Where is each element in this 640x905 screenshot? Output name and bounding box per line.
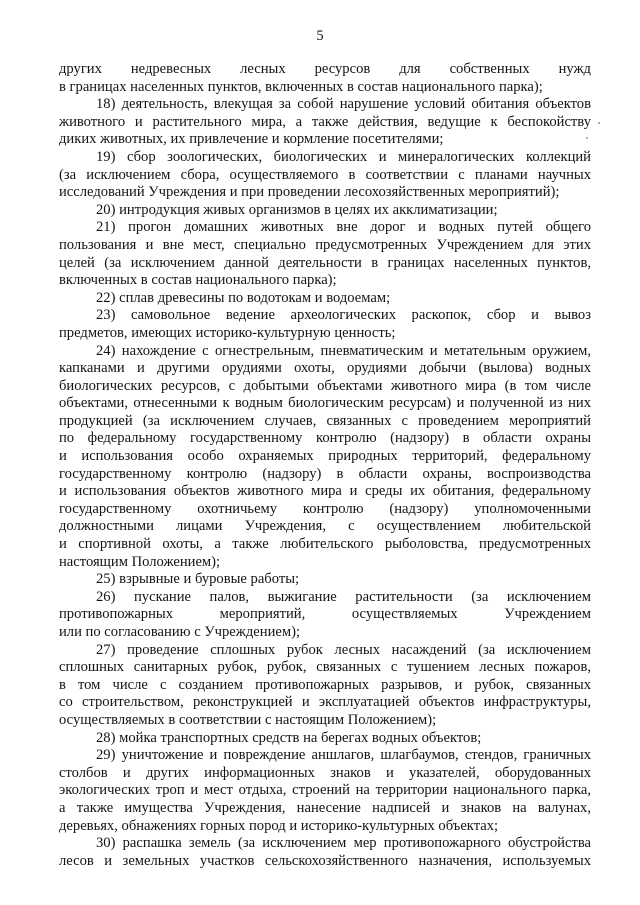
text-line: экологических троп и мест отдыха, строений на территории национального парка,: [59, 782, 591, 799]
text-line: в том числе с созданием противопожарных разрывов, и рубок, связанных: [59, 676, 591, 693]
text-line: (за исключением сбора, осуществляемого в соответствии с планами научных: [59, 166, 591, 183]
text-line: а также имущества Учреждения, нанесение надписей и знаков на валунах,: [59, 799, 591, 816]
text-line: 22) сплав древесины по водотокам и водоемам;: [96, 289, 391, 306]
text-line: настоящим Положением);: [59, 553, 221, 570]
text-line: других недревесных лесных ресурсов для собственных нужд: [59, 61, 591, 77]
text-line: капканами и другими орудиями охоты, орудиями добычи (вылова) водных: [59, 360, 591, 377]
text-line: 26) пускание палов, выжигание растительности (за исключением: [96, 588, 591, 605]
text-line: государственному контролю (надзору) в области охраны, воспроизводства: [59, 465, 591, 482]
text-line: объектами, отнесенными к водным биологическим ресурсам) и полученной из них: [59, 395, 591, 412]
text-line: 18) деятельность, влекущая за собой нарушение условий обитания объектов: [96, 96, 591, 113]
text-line: 23) самовольное ведение археологических раскопок, сбор и вывоз: [96, 307, 591, 324]
text-line: противопожарных мероприятий, осуществляемых Учреждением: [59, 606, 591, 623]
text-line: целей (за исключением данной деятельности в границах населенных пунктов,: [59, 254, 591, 271]
text-line: столбов и других информационных знаков и указателей, оборудованных: [59, 764, 591, 781]
text-line: и использования объектов животного мира и среды их обитания, федеральному: [59, 483, 591, 500]
document-body-text: [59, 61, 591, 870]
text-line: предметов, имеющих историко-культурную ценность;: [59, 324, 396, 341]
text-line: должностными лицами Учреждения, с осуществлением любительской: [59, 518, 591, 535]
text-line: 30) распашка земель (за исключением мер противопожарного обустройства: [96, 835, 591, 852]
text-line: 25) взрывные и буровые работы;: [96, 571, 300, 588]
text-line: или по согласованию с Учреждением);: [59, 624, 301, 640]
text-line: биологических ресурсов, с добытыми объектами животного мира (в том числе: [59, 377, 591, 394]
text-line: в границах населенных пунктов, включенных в состав национального парка);: [59, 78, 543, 95]
text-line: 20) интродукция живых организмов в целях их акклиматизации;: [96, 201, 498, 218]
text-line: животного и растительного мира, а также действия, ведущие к беспокойству: [59, 113, 591, 130]
text-line: со строительством, реконструкцией и эксплуатацией объектов инфраструктуры,: [59, 694, 591, 711]
text-line: продукцией (за исключением случаев, связанных с проведением мероприятий: [59, 412, 591, 429]
page-number: 5: [316, 28, 324, 44]
scan-speck: [586, 137, 588, 139]
text-line: деревьях, обнажениях горных пород и историко-культурных объектах;: [59, 817, 499, 834]
text-line: 29) уничтожение и повреждение аншлагов, шлагбаумов, стендов, граничных: [96, 747, 591, 764]
text-line: 28) мойка транспортных средств на берегах водных объектов;: [96, 729, 482, 746]
text-line: сплошных санитарных рубок, рубок, связанных с тушением лесных пожаров,: [59, 659, 591, 676]
text-line: исследований Учреждения и при проведении лесохозяйственных мероприятий);: [59, 184, 560, 201]
text-line: государственному охотничьему контролю (надзору) уполномоченными: [59, 500, 591, 517]
text-line: и спортивной охоты, а также любительского рыболовства, предусмотренных: [59, 536, 591, 553]
text-line: и использования особо охраняемых природных территорий, федеральному: [59, 448, 591, 465]
text-line: включенных в состав национального парка);: [59, 272, 337, 289]
text-line: 27) проведение сплошных рубок лесных насаждений (за исключением: [96, 641, 591, 658]
scan-speck: [598, 122, 600, 124]
text-line: пользования и вне мест, специально предусмотренных Учреждением для этих: [59, 236, 591, 253]
text-line: осуществляемых в соответствии с настоящим Положением);: [59, 711, 437, 728]
text-line: по федеральному государственному контролю (надзору) в области охраны: [59, 430, 591, 447]
text-line: 24) нахождение с огнестрельным, пневматическим и метательным оружием,: [96, 342, 591, 359]
text-line: диких животных, их привлечение и кормление посетителями;: [59, 131, 444, 148]
text-line: 19) сбор зоологических, биологических и минералогических коллекций: [96, 148, 591, 165]
text-line: лесов и земельных участков сельскохозяйственного назначения, используемых: [59, 852, 591, 869]
text-line: 21) прогон домашних животных вне дорог и водных путей общего: [96, 219, 591, 236]
